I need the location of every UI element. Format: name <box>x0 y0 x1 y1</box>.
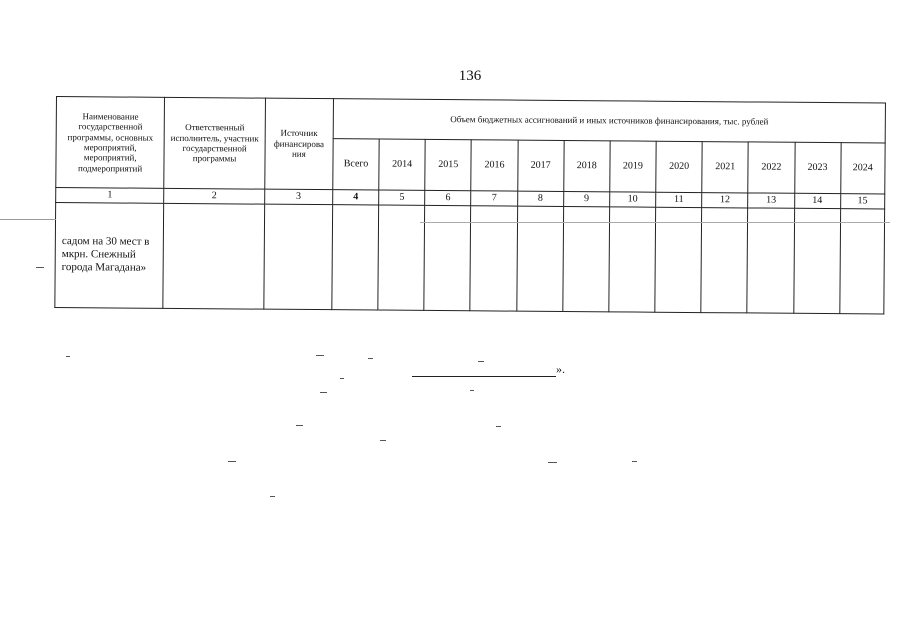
scan-speck <box>0 219 56 220</box>
header-year: 2014 <box>379 139 426 190</box>
row-value <box>793 208 840 313</box>
header-source: Источник финансирова ния <box>264 98 333 190</box>
row-source <box>264 204 333 310</box>
header-budget: Объем бюджетных ассигнований и иных источников финансирования, тыс. рублей <box>333 99 885 144</box>
header-year: 2024 <box>840 143 885 194</box>
column-number: 11 <box>656 192 702 207</box>
scan-speck <box>320 392 327 393</box>
closing-quote: ». <box>556 362 565 376</box>
header-year: 2018 <box>564 141 611 192</box>
scan-speck <box>316 355 324 356</box>
scan-speck <box>36 267 44 268</box>
header-year: 2015 <box>425 140 472 191</box>
column-number: 2 <box>164 188 264 203</box>
header-name: Наименование государственной программы, основных мероприятий, мероприятий, подмероприятий <box>56 97 165 189</box>
column-number: 1 <box>56 188 164 203</box>
page-number: 136 <box>458 68 482 84</box>
table-row <box>55 202 885 314</box>
header-total: Всего <box>333 139 380 190</box>
column-number: 10 <box>610 192 656 207</box>
closing-line <box>412 362 556 377</box>
scan-speck <box>478 361 484 362</box>
column-number: 15 <box>840 194 884 209</box>
scan-speck <box>380 440 386 441</box>
closing-mark <box>412 362 572 377</box>
scan-speck <box>548 462 557 463</box>
row-value <box>747 207 794 312</box>
scan-speck <box>368 358 373 359</box>
header-year: 2016 <box>471 140 518 191</box>
row-value <box>378 205 425 310</box>
row-value <box>332 204 379 309</box>
column-number: 8 <box>517 191 563 206</box>
header-executor: Ответственный исполнитель, участник государственной программы <box>164 97 265 189</box>
scan-speck <box>340 378 344 379</box>
column-number: 7 <box>471 191 517 206</box>
header-year: 2017 <box>517 140 564 191</box>
header-year: 2023 <box>794 143 841 194</box>
header-year: 2022 <box>748 142 795 193</box>
column-number: 9 <box>563 191 609 206</box>
scan-speck <box>632 461 637 462</box>
column-number: 4 <box>333 190 379 205</box>
column-number: 14 <box>794 193 840 208</box>
row-name: садом на 30 мест в мкрн. Снежный города Магадана» <box>55 202 164 308</box>
scan-speck <box>228 461 236 462</box>
budget-table <box>54 96 886 314</box>
scan-speck <box>420 222 890 223</box>
row-executor <box>163 203 264 309</box>
column-number: 12 <box>702 193 748 208</box>
column-number: 3 <box>264 189 332 204</box>
scan-speck <box>270 496 275 497</box>
header-year: 2020 <box>656 142 703 193</box>
row-value <box>839 208 884 313</box>
column-number: 6 <box>425 190 471 205</box>
header-year: 2021 <box>702 142 749 193</box>
scan-speck <box>496 426 501 427</box>
scan-speck <box>66 356 70 357</box>
scan-speck <box>470 390 474 391</box>
budget-table-container <box>54 96 886 314</box>
column-number: 13 <box>748 193 794 208</box>
row-value <box>424 205 471 310</box>
column-number: 5 <box>379 190 425 205</box>
header-year: 2019 <box>610 141 657 192</box>
scan-speck <box>296 425 303 426</box>
